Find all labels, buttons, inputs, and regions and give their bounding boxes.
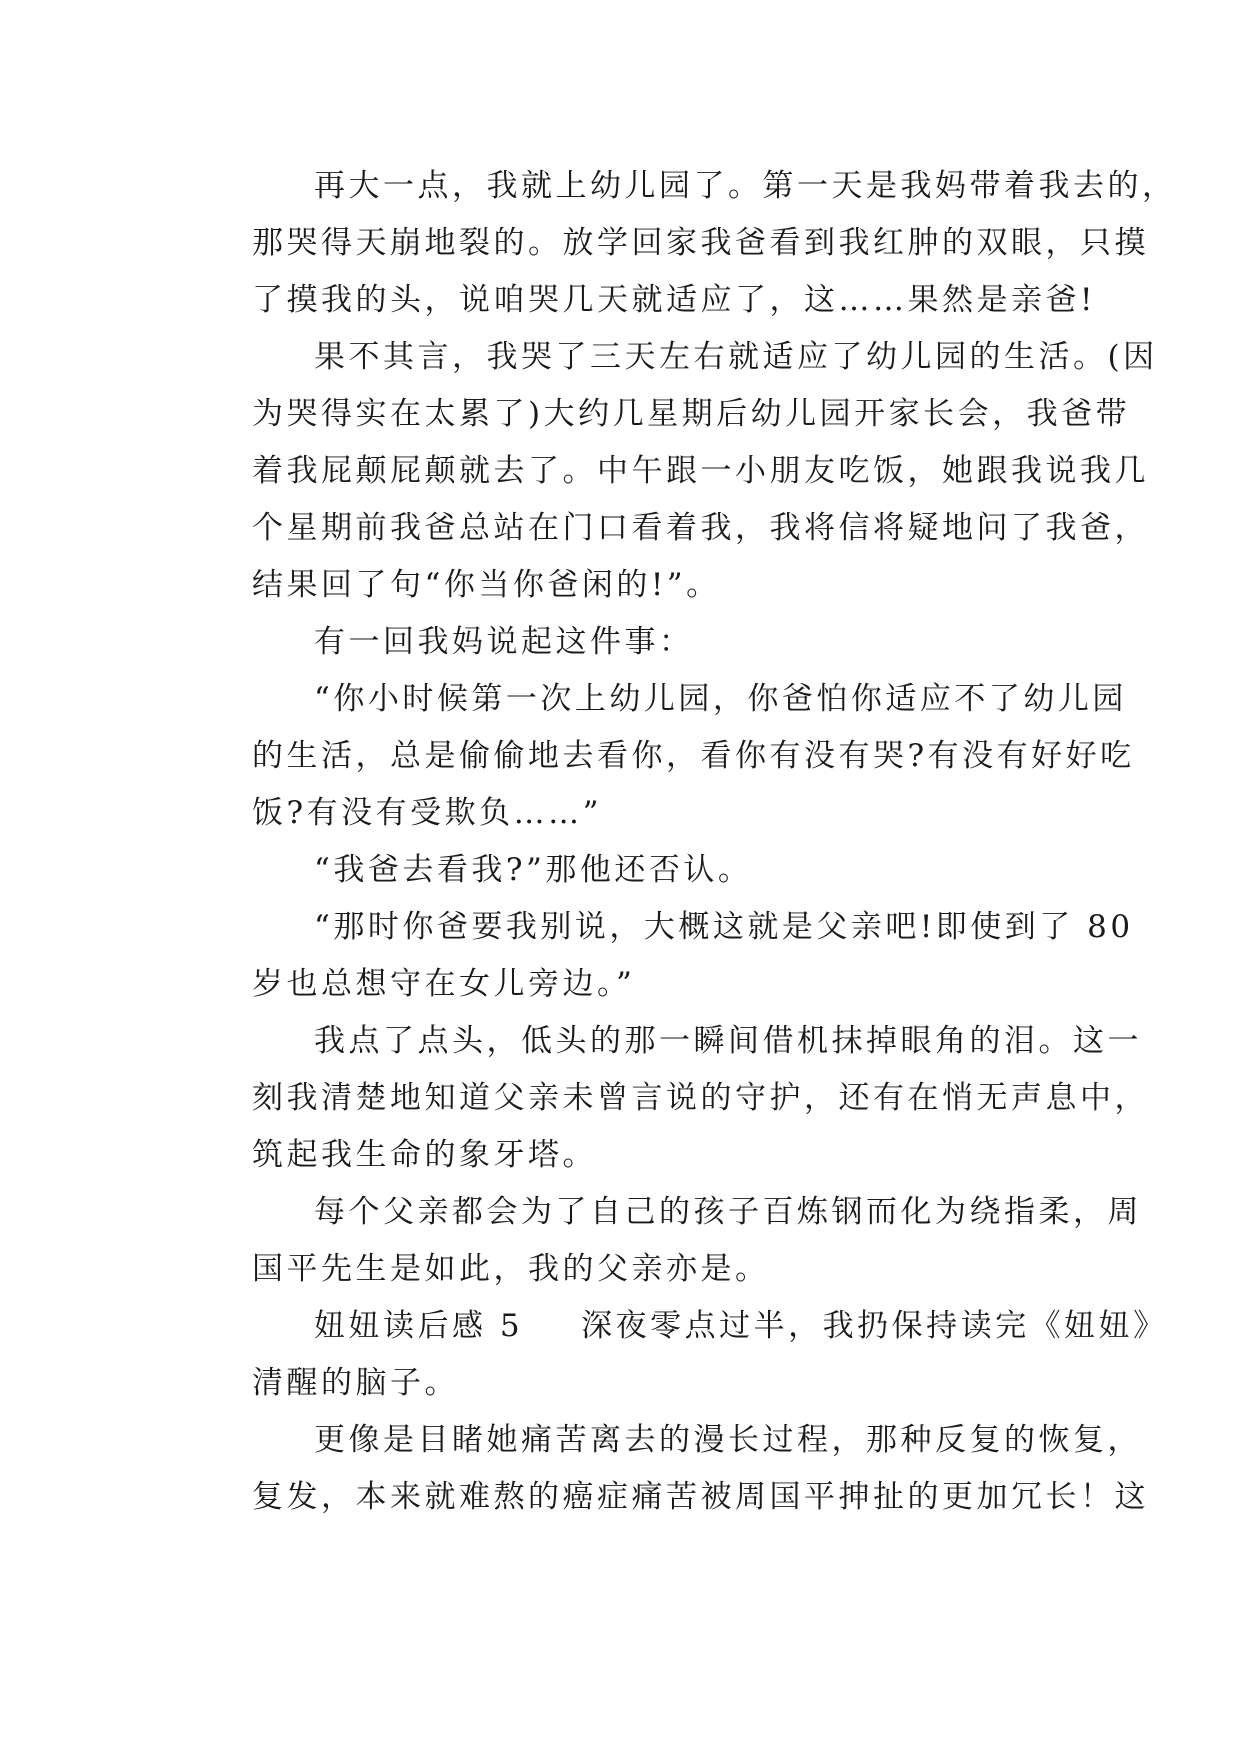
text-line: 果不其言，我哭了三天左右就适应了幼儿园的生活。(因 [314, 339, 1158, 375]
section-heading: 妞妞读后感 5 [314, 1308, 524, 1344]
text-line: “我爸去看我?”那他还否认。 [314, 852, 753, 888]
text-line: 为哭得实在太累了)大约几星期后幼儿园开家长会，我爸带 [252, 396, 1131, 432]
paragraph [190, 899, 1134, 1013]
paragraph [190, 671, 1135, 842]
document-body [190, 158, 1177, 1526]
text-line: 饭?有没有受欺负……” [252, 795, 602, 831]
text-line: 结果回了句“你当你爸闲的!”。 [252, 567, 721, 603]
text-line: 更像是目睹她痛苦离去的漫长过程，那种反复的恢复， [314, 1422, 1142, 1458]
text-line: 那哭得天崩地裂的。放学回家我爸看到我红肿的双眼，只摸 [252, 225, 1149, 261]
text-line: 复发，本来就难熬的癌症痛苦被周国平抻扯的更加冗长！这 [252, 1479, 1149, 1515]
paragraph [190, 1013, 1149, 1184]
paragraph [190, 614, 1052, 671]
paragraph [190, 329, 1158, 614]
text-line: 岁也总想守在女儿旁边。” [252, 966, 636, 1002]
text-line: 的生活，总是偷偷地去看你，看你有没有哭?有没有好好吃 [252, 738, 1135, 774]
paragraph [190, 1184, 1142, 1298]
text-line: 每个父亲都会为了自己的孩子百炼钢而化为绕指柔，周 [314, 1194, 1142, 1230]
text-line: 有一回我妈说起这件事： [314, 624, 694, 660]
text-line: 着我屁颠屁颠就去了。中午跟一小朋友吃饭，她跟我说我几 [252, 453, 1149, 489]
paragraph [190, 1298, 1168, 1412]
paragraph [190, 158, 1177, 329]
text-line: “你小时候第一次上幼儿园，你爸怕你适应不了幼儿园 [314, 681, 1127, 717]
text-line [190, 1298, 1168, 1355]
text-line: 了摸我的头，说咱哭几天就适应了，这……果然是亲爸! [252, 282, 1096, 318]
paragraph [190, 1412, 1149, 1526]
paragraph [190, 842, 1052, 899]
text-line: 刻我清楚地知道父亲未曾言说的守护，还有在悄无声息中， [252, 1080, 1149, 1116]
text-line: 我点了点头，低头的那一瞬间借机抹掉眼角的泪。这一 [314, 1023, 1142, 1059]
text-line: “那时你爸要我别说，大概这就是父亲吧!即使到了 80 [314, 909, 1134, 945]
text-line: 筑起我生命的象牙塔。 [252, 1137, 597, 1173]
text-line: 再大一点，我就上幼儿园了。第一天是我妈带着我去的， [314, 168, 1177, 204]
text-line: 国平先生是如此，我的父亲亦是。 [252, 1251, 770, 1287]
text-line-content: 深夜零点过半，我扔保持读完《妞妞》 [581, 1308, 1168, 1344]
text-line: 清醒的脑子。 [252, 1365, 459, 1401]
text-line: 个星期前我爸总站在门口看着我，我将信将疑地问了我爸， [252, 510, 1149, 546]
